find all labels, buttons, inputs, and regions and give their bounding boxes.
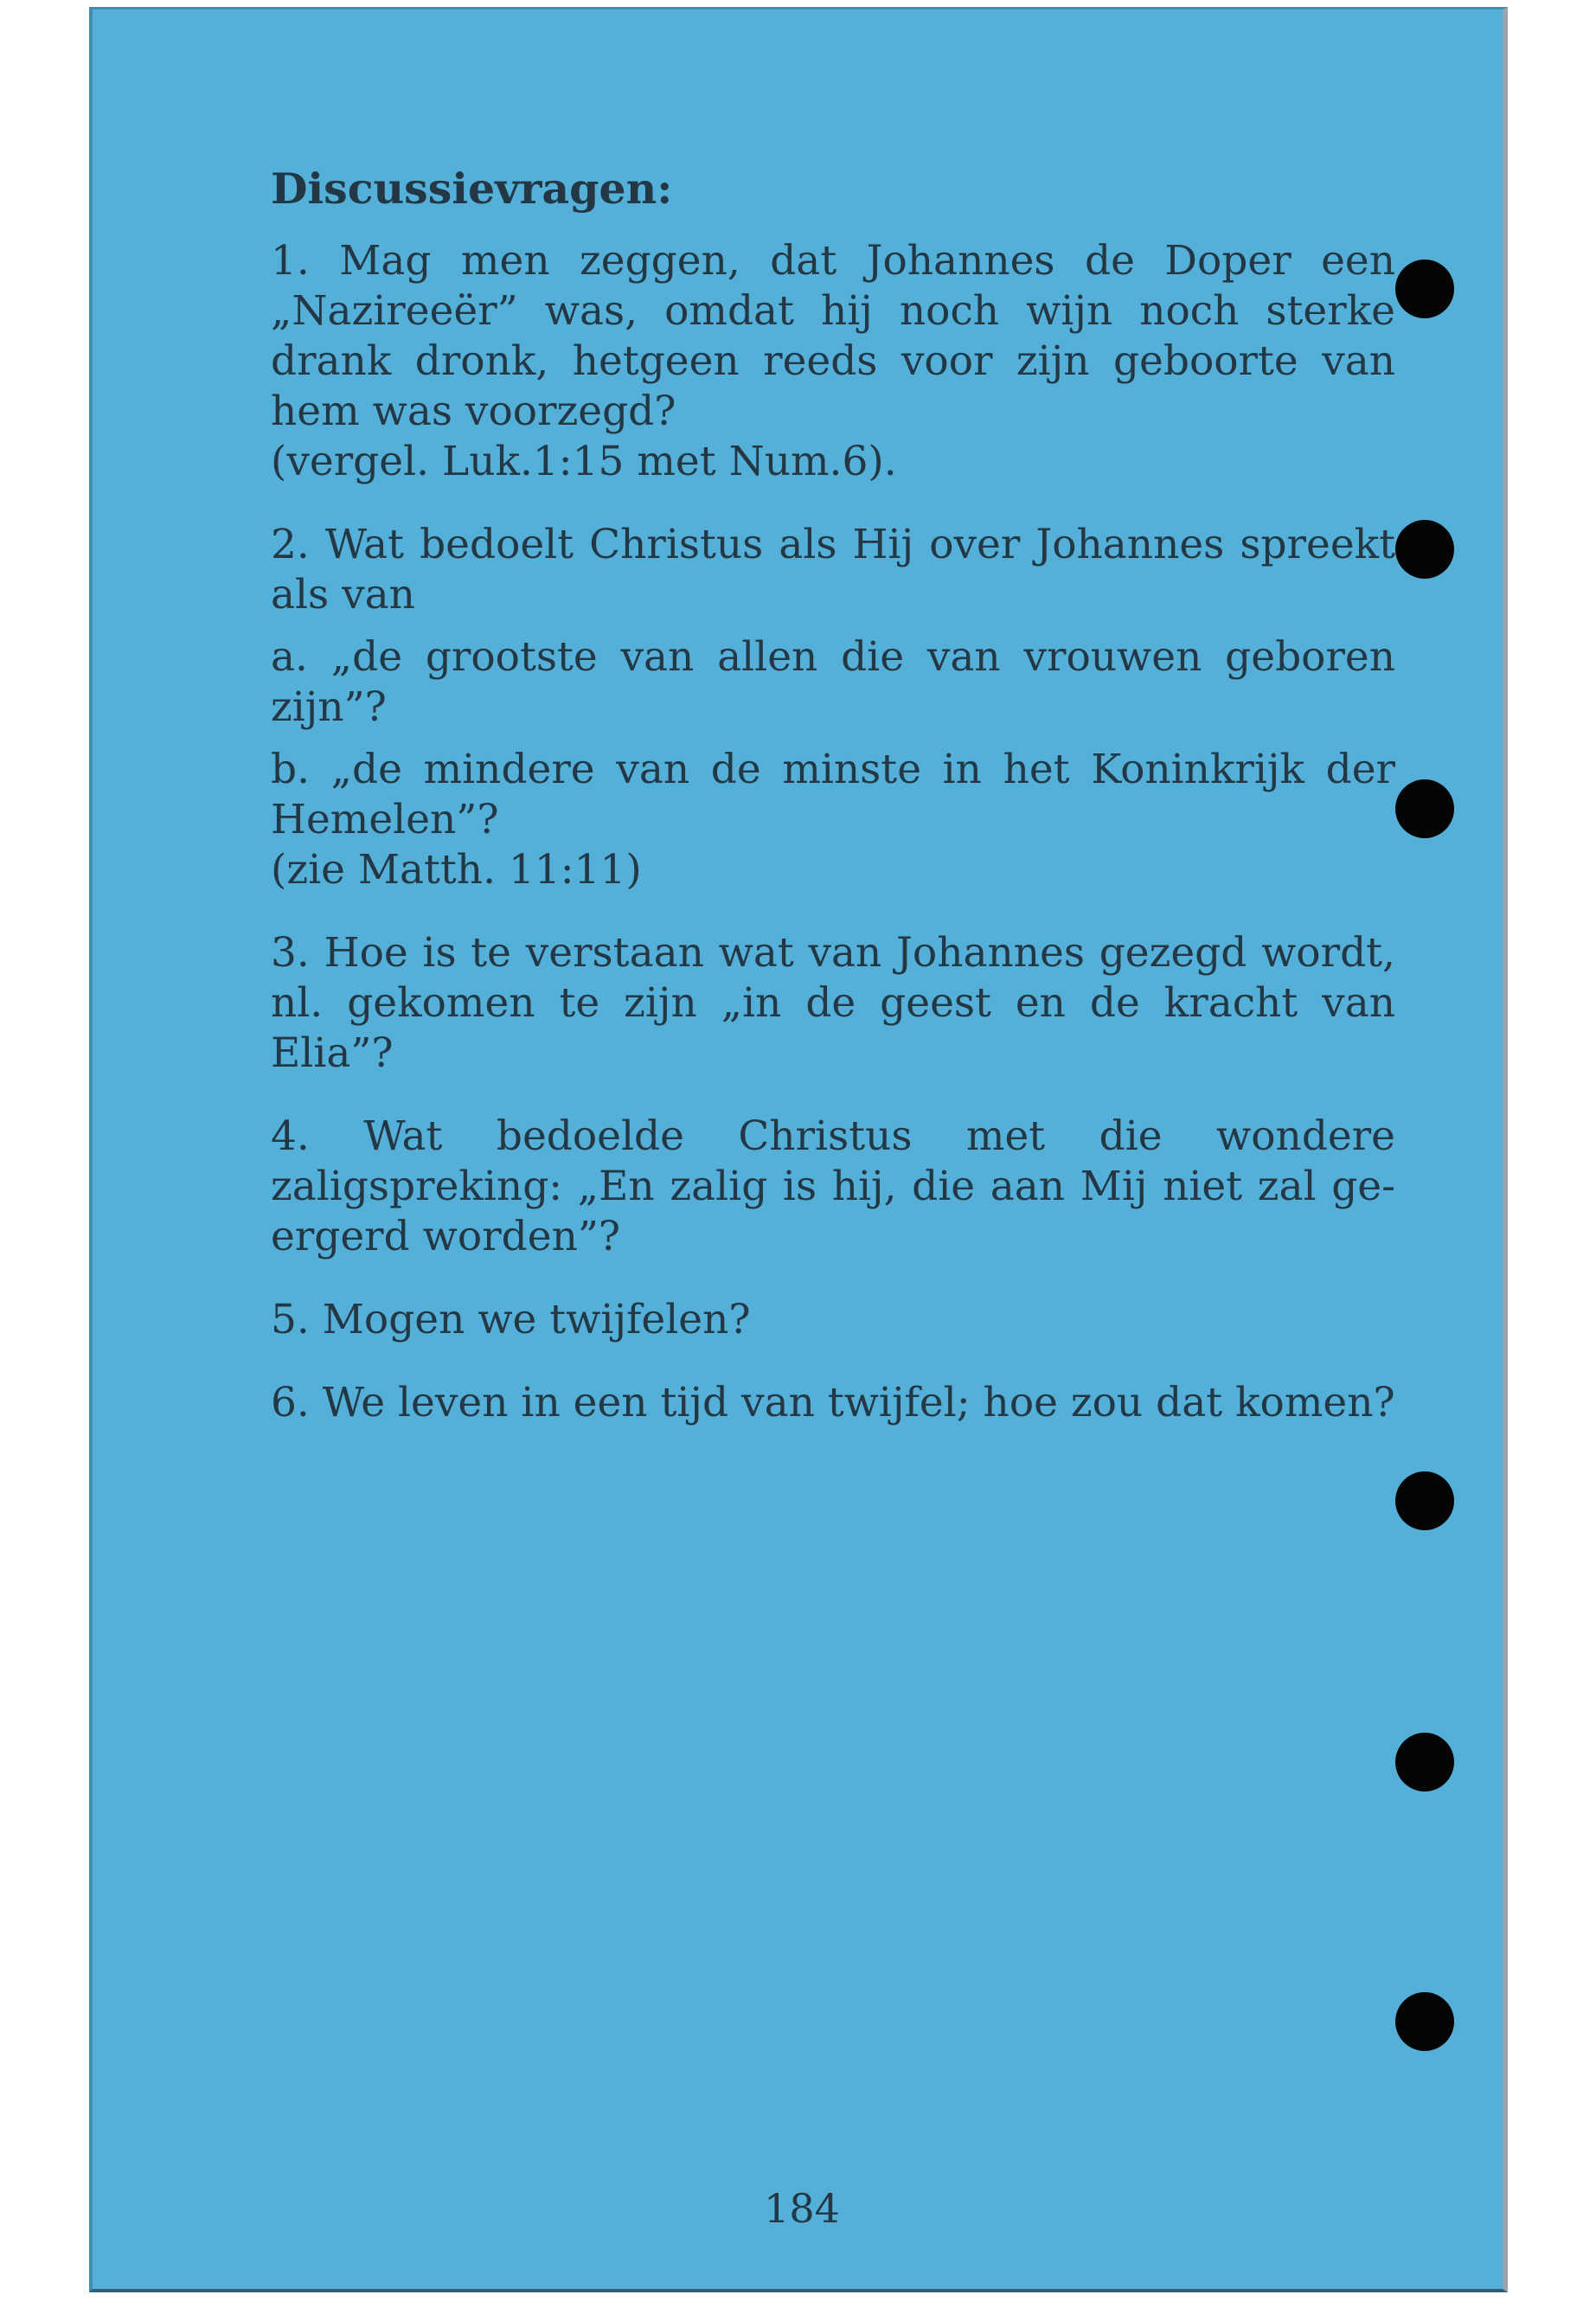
body-text [271,163,1395,1461]
question-1-reference: (vergel. Luk.1:15 met Num.6). [271,438,897,485]
punch-hole-5 [1395,1733,1454,1791]
page-number: 184 [764,2185,840,2232]
punch-hole-2 [1395,520,1454,579]
punch-hole-1 [1395,260,1454,318]
question-3: 3. Hoe is te verstaan wat van Johannes gezegd wordt, nl. gekomen te zijn „in de geest en de kracht van Elia”? [271,929,1395,1077]
question-5: 5. Mogen we twijfelen? [271,1296,751,1343]
punch-hole-3 [1395,779,1454,838]
question-2-option-a: a. „de grootste van allen die van vrouwen geboren zijn”? [271,633,1395,731]
question-2 [271,520,1395,895]
question-1 [271,236,1395,487]
punch-hole-4 [1395,1471,1454,1530]
page-sheet [89,7,1508,2292]
question-6: 6. We leven in een tijd van twijfel; hoe zou dat komen? [271,1379,1395,1426]
question-1-text: 1. Mag men zeggen, dat Johannes de Doper een „Nazireeër” was, omdat hij noch wijn noch sterke drank dronk, hetgeen reeds voor zijn geboorte van hem was voorzegd? [271,237,1395,435]
question-2-text: 2. Wat bedoelt Christus als Hij over Johannes spreekt als van [271,521,1395,619]
question-4: 4. Wat bedoelde Christus met die wondere zaligspreking: „En zalig is hij, die aan Mij niet zal ge-ergerd worden”? [271,1112,1395,1260]
page-heading: Discussievragen: [271,163,673,214]
question-2-option-b: b. „de mindere van de minste in het Koninkrijk der Hemelen”? [271,746,1395,843]
question-2-reference: (zie Matth. 11:11) [271,846,642,894]
punch-hole-6 [1395,1992,1454,2051]
